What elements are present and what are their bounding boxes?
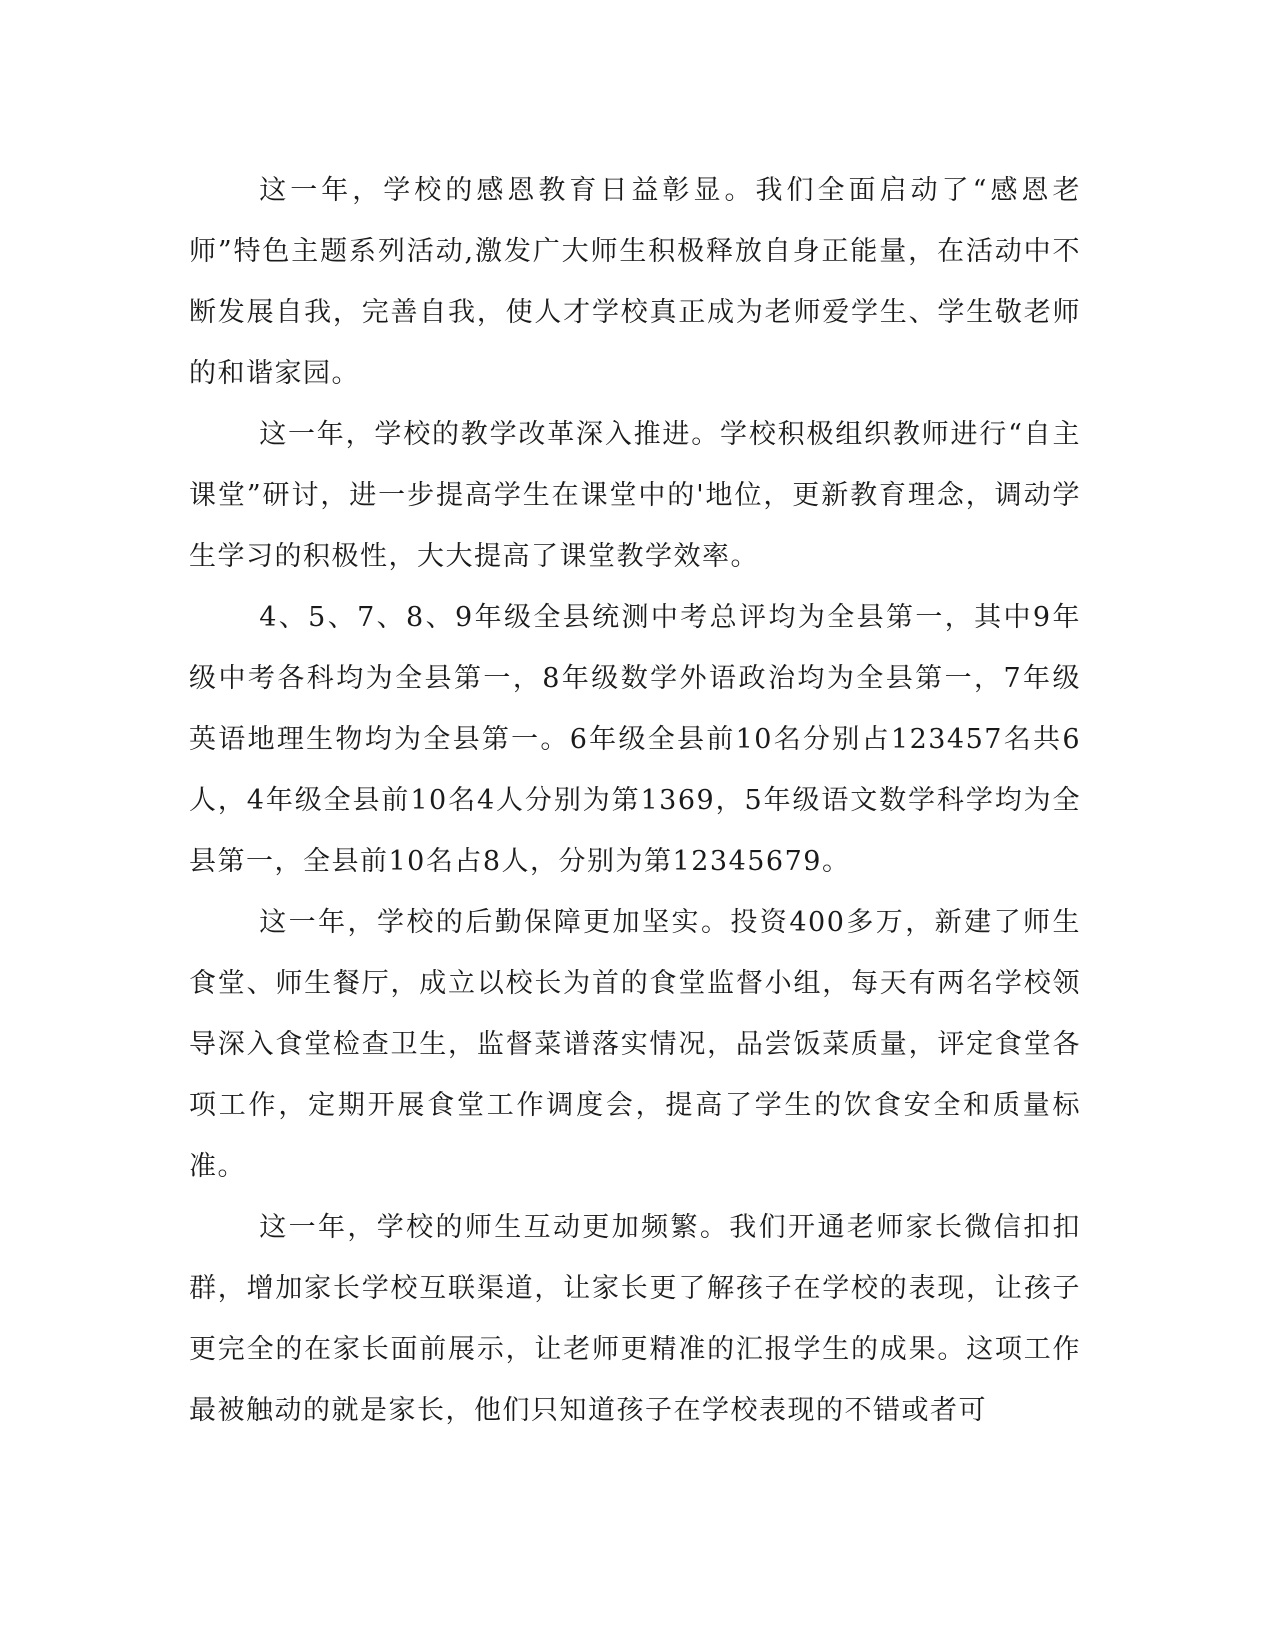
- document-body: [189, 160, 1081, 1441]
- paragraph-logistics: 这一年，学校的后勤保障更加坚实。投资400多万，新建了师生食堂、师生餐厅，成立以校长为首的食堂监督小组，每天有两名学校领导深入食堂检查卫生，监督菜谱落实情况，品尝饭菜质量，评定食堂各项工作，定期开展食堂工作调度会，提高了学生的饮食安全和质量标准。: [189, 907, 1081, 1182]
- paragraph-teacher-parent-interaction: 这一年，学校的师生互动更加频繁。我们开通老师家长微信扣扣群，增加家长学校互联渠道，让家长更了解孩子在学校的表现，让孩子更完全的在家长面前展示，让老师更精准的汇报学生的成果。这项工作最被触动的就是家长，他们只知道孩子在学校表现的不错或者可: [189, 1212, 1081, 1426]
- paragraph-exam-results: 4、5、7、8、9年级全县统测中考总评均为全县第一，其中9年级中考各科均为全县第一，8年级数学外语政治均为全县第一，7年级英语地理生物均为全县第一。6年级全县前10名分别占123457名共6人，4年级全县前10名4人分别为第1369，5年级语文数学科学均为全县第一，全县前10名占8人，分别为第12345679。: [189, 602, 1081, 877]
- paragraph-gratitude-education: 这一年，学校的感恩教育日益彰显。我们全面启动了“感恩老师”特色主题系列活动,激发广大师生积极释放自身正能量，在活动中不断发展自我，完善自我，使人才学校真正成为老师爱学生、学生敬老师的和谐家园。: [189, 175, 1081, 389]
- paragraph-teaching-reform: 这一年，学校的教学改革深入推进。学校积极组织教师进行“自主课堂”研讨，进一步提高学生在课堂中的'地位，更新教育理念，调动学生学习的积极性，大大提高了课堂教学效率。: [189, 419, 1081, 572]
